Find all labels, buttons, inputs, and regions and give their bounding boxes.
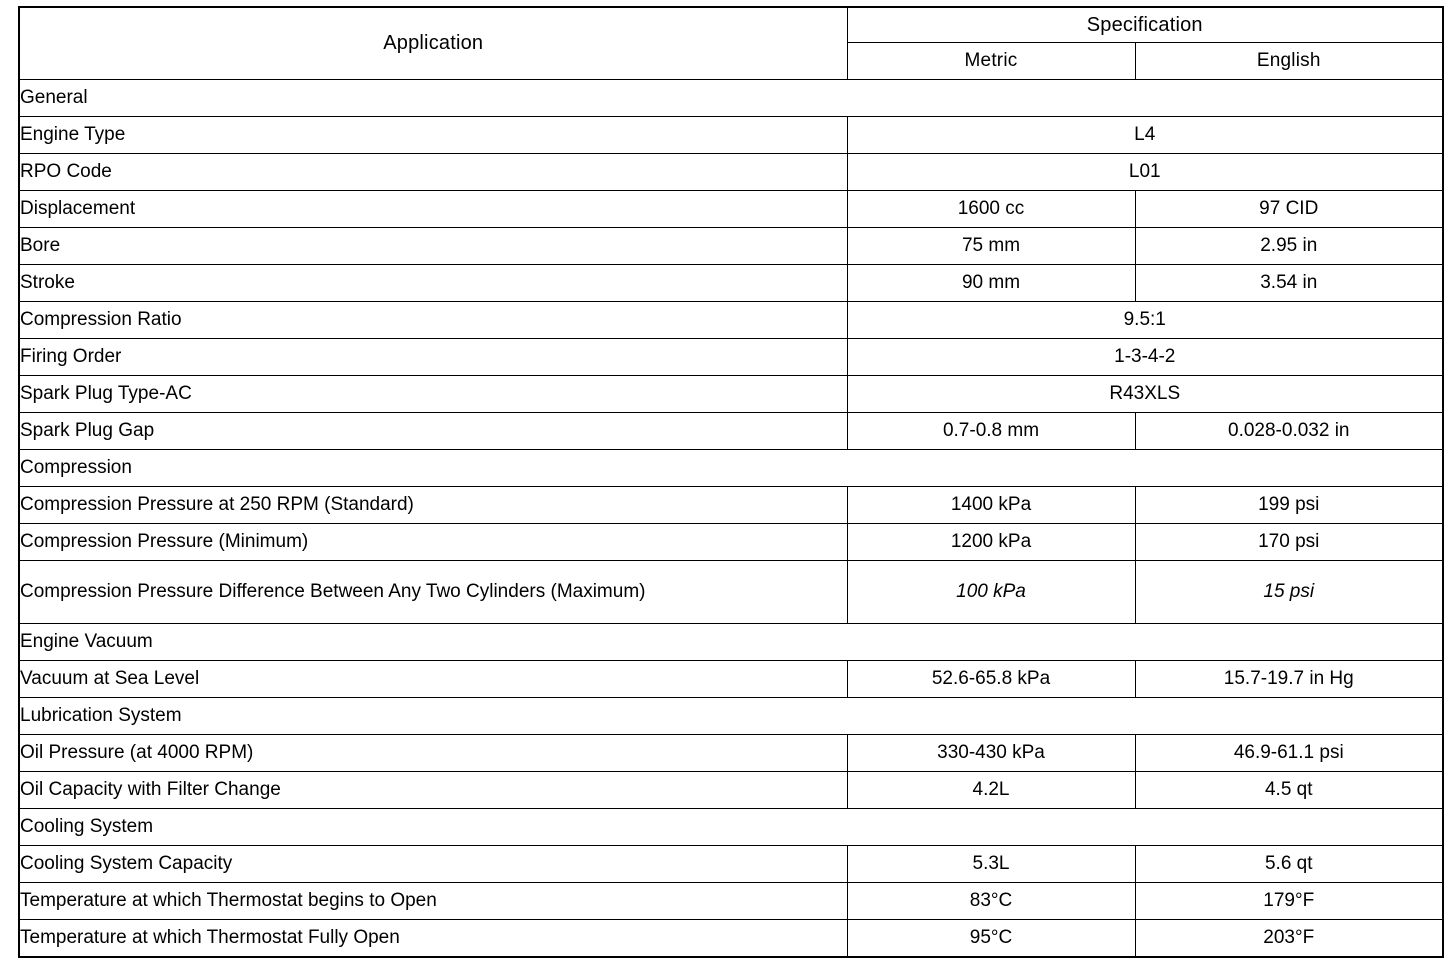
value-english: 0.028-0.032 in (1135, 413, 1443, 450)
group-label: Cooling System (19, 809, 1443, 846)
table-row (19, 265, 1443, 302)
table-row (19, 154, 1443, 191)
table-row (19, 302, 1443, 339)
value-combined: L01 (847, 154, 1443, 191)
table-group-row (19, 809, 1443, 846)
value-combined: R43XLS (847, 376, 1443, 413)
item-label: Displacement (19, 191, 847, 228)
value-metric: 1600 cc (847, 191, 1135, 228)
table-row (19, 561, 1443, 624)
item-label: Compression Pressure (Minimum) (19, 524, 847, 561)
value-metric: 75 mm (847, 228, 1135, 265)
value-english: 15.7-19.7 in Hg (1135, 661, 1443, 698)
item-label: Compression Pressure at 250 RPM (Standard) (19, 487, 847, 524)
value-metric: 95°C (847, 920, 1135, 958)
group-label: General (19, 80, 1443, 117)
value-english: 4.5 qt (1135, 772, 1443, 809)
value-metric: 0.7-0.8 mm (847, 413, 1135, 450)
table-row (19, 846, 1443, 883)
value-metric: 4.2L (847, 772, 1135, 809)
item-label: Compression Ratio (19, 302, 847, 339)
value-english: 3.54 in (1135, 265, 1443, 302)
table-row (19, 524, 1443, 561)
value-english: 97 CID (1135, 191, 1443, 228)
item-label: Spark Plug Gap (19, 413, 847, 450)
item-label: Vacuum at Sea Level (19, 661, 847, 698)
value-metric: 1200 kPa (847, 524, 1135, 561)
table-row (19, 487, 1443, 524)
value-english: 15 psi (1135, 561, 1443, 624)
table-body (19, 80, 1443, 958)
item-label: RPO Code (19, 154, 847, 191)
value-metric: 1400 kPa (847, 487, 1135, 524)
item-label: Temperature at which Thermostat Fully Open (19, 920, 847, 958)
table-row (19, 376, 1443, 413)
value-combined: L4 (847, 117, 1443, 154)
value-metric: 52.6-65.8 kPa (847, 661, 1135, 698)
engine-specifications-table (18, 6, 1444, 958)
table-row (19, 413, 1443, 450)
table-header (19, 7, 1443, 80)
group-label: Compression (19, 450, 1443, 487)
value-combined: 9.5:1 (847, 302, 1443, 339)
value-english: 203°F (1135, 920, 1443, 958)
item-label: Cooling System Capacity (19, 846, 847, 883)
item-label: Temperature at which Thermostat begins to Open (19, 883, 847, 920)
table-row (19, 661, 1443, 698)
table-row (19, 191, 1443, 228)
table-row (19, 117, 1443, 154)
table-group-row (19, 698, 1443, 735)
table-row (19, 883, 1443, 920)
item-label: Engine Type (19, 117, 847, 154)
column-header-specification: Specification (847, 7, 1443, 43)
value-metric: 330-430 kPa (847, 735, 1135, 772)
column-header-english: English (1135, 43, 1443, 80)
value-english: 2.95 in (1135, 228, 1443, 265)
value-metric: 5.3L (847, 846, 1135, 883)
table-group-row (19, 624, 1443, 661)
table-row (19, 339, 1443, 376)
item-label: Compression Pressure Difference Between Any Two Cylinders (Maximum) (19, 561, 847, 624)
item-label: Spark Plug Type-AC (19, 376, 847, 413)
value-english: 179°F (1135, 883, 1443, 920)
value-english: 5.6 qt (1135, 846, 1443, 883)
table-row (19, 920, 1443, 958)
header-row-top (19, 7, 1443, 43)
value-metric: 90 mm (847, 265, 1135, 302)
table-group-row (19, 80, 1443, 117)
table-group-row (19, 450, 1443, 487)
column-header-metric: Metric (847, 43, 1135, 80)
group-label: Lubrication System (19, 698, 1443, 735)
item-label: Firing Order (19, 339, 847, 376)
table-row (19, 772, 1443, 809)
value-metric: 100 kPa (847, 561, 1135, 624)
item-label: Stroke (19, 265, 847, 302)
value-metric: 83°C (847, 883, 1135, 920)
value-combined: 1-3-4-2 (847, 339, 1443, 376)
column-header-application: Application (19, 7, 847, 80)
value-english: 199 psi (1135, 487, 1443, 524)
table-row (19, 735, 1443, 772)
value-english: 170 psi (1135, 524, 1443, 561)
item-label: Oil Capacity with Filter Change (19, 772, 847, 809)
item-label: Bore (19, 228, 847, 265)
table-row (19, 228, 1443, 265)
item-label: Oil Pressure (at 4000 RPM) (19, 735, 847, 772)
value-english: 46.9-61.1 psi (1135, 735, 1443, 772)
group-label: Engine Vacuum (19, 624, 1443, 661)
